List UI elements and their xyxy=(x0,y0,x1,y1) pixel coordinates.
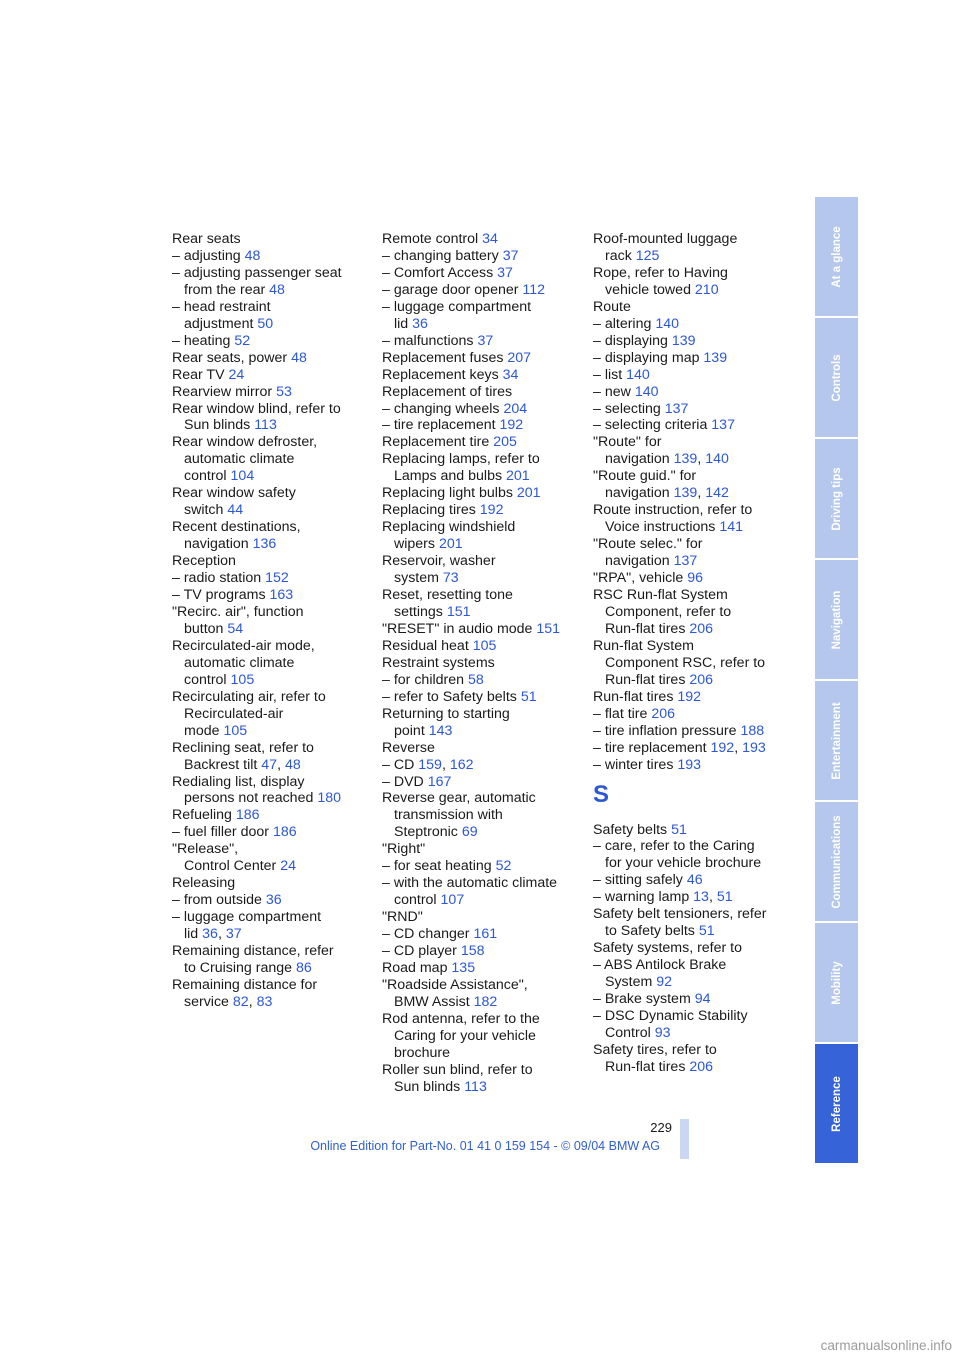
page-reference-link[interactable]: 112 xyxy=(522,281,546,298)
index-entry: Rearview mirror 53 xyxy=(172,383,292,400)
page-reference-link[interactable]: 140 xyxy=(626,366,650,383)
page-reference-link[interactable]: 24 xyxy=(228,366,245,383)
page-reference-link[interactable]: 92 xyxy=(656,974,673,991)
index-entry: – radio station 152 xyxy=(172,570,289,587)
index-entry: Replacement keys 34 xyxy=(382,366,519,383)
index-entry: Remote control 34 xyxy=(382,231,498,247)
page-reference-link[interactable]: 136 xyxy=(252,536,277,553)
page-reference-link[interactable]: 182 xyxy=(473,993,498,1010)
page-reference-link[interactable]: 36 xyxy=(412,315,428,332)
page-reference-link[interactable]: 37 xyxy=(497,264,513,281)
page-reference-link[interactable]: 201 xyxy=(506,468,530,485)
page-reference-link[interactable]: 192 xyxy=(499,417,524,434)
tab-communications[interactable] xyxy=(815,802,858,921)
page-reference-link[interactable]: 140 xyxy=(655,315,679,332)
page-reference-link[interactable]: 161 xyxy=(473,926,498,943)
tab-controls[interactable] xyxy=(815,318,858,437)
page-reference-link[interactable]: 192 xyxy=(677,688,702,705)
page-reference-link[interactable]: 69 xyxy=(461,824,478,841)
page-reference-link[interactable]: 104 xyxy=(230,468,255,485)
index-entry: Remaining distance for service 82, 83 xyxy=(172,976,318,1010)
page-reference-link[interactable]: 139 xyxy=(673,485,698,502)
index-entry: Recirculated-air mode, automatic climate control 105 xyxy=(172,637,315,688)
index-entry: Replacing lamps, refer to Lamps and bulbs 201 xyxy=(382,451,540,485)
page-reference-link[interactable]: 52 xyxy=(234,332,251,349)
page-reference-link[interactable]: 51 xyxy=(520,688,537,705)
page-reference-link[interactable]: 107 xyxy=(440,892,465,909)
page-reference-link[interactable]: 54 xyxy=(227,620,244,637)
index-entry: – garage door opener 112 xyxy=(382,281,546,298)
page-reference-link[interactable]: 105 xyxy=(223,722,248,739)
page-reference-link[interactable]: 24 xyxy=(280,858,296,875)
page-reference-link[interactable]: 163 xyxy=(269,587,294,604)
page-reference-link[interactable]: 186 xyxy=(235,807,260,824)
page-number: 229 xyxy=(650,1120,672,1135)
page-reference-link[interactable]: 206 xyxy=(651,705,676,722)
page-reference-link[interactable]: 47 xyxy=(261,756,278,773)
index-entry: – TV programs 163 xyxy=(172,587,294,604)
index-entry: – warning lamp 13, 51 xyxy=(593,889,733,906)
index-entry: – new 140 xyxy=(593,383,659,400)
page-reference-link[interactable]: 34 xyxy=(502,366,519,383)
page-reference-link[interactable]: 52 xyxy=(495,858,512,875)
page-reference-link[interactable]: 193 xyxy=(742,739,766,756)
index-entry: – tire replacement 192, 193 xyxy=(593,739,766,756)
index-entry: – selecting criteria 137 xyxy=(593,417,735,434)
tab-reference[interactable] xyxy=(815,1044,858,1163)
page-reference-link[interactable]: 140 xyxy=(634,383,659,400)
tab-label: Controls xyxy=(830,353,843,402)
index-entry: – adjusting 48 xyxy=(172,247,261,264)
index-entry: Reclining seat, refer to Backrest tilt 47, 48 xyxy=(172,739,314,773)
page-reference-link[interactable]: 167 xyxy=(427,773,452,790)
index-entry: Rear seats, power 48 xyxy=(172,349,307,366)
page-reference-link[interactable]: 93 xyxy=(654,1024,671,1041)
tab-navigation[interactable] xyxy=(815,560,858,679)
tab-label: At a glance xyxy=(830,225,843,288)
index-entry: Replacing light bulbs 201 xyxy=(382,485,541,502)
index-entry: Rear window defroster, automatic climate control 104 xyxy=(172,434,318,485)
index-entry: Reverse xyxy=(382,739,435,756)
index-entry: – changing battery 37 xyxy=(382,247,519,264)
index-entry: Rear seats xyxy=(172,231,241,247)
page-reference-link[interactable]: 159 xyxy=(418,756,442,773)
index-entry: Rear window blind, refer to Sun blinds 113 xyxy=(172,400,341,434)
page-marker xyxy=(680,1119,689,1159)
index-entry: Replacement fuses 207 xyxy=(382,349,532,366)
index-entry: Safety belt tensioners, refer to Safety belts 51 xyxy=(593,906,767,940)
page-reference-link[interactable]: 37 xyxy=(225,926,242,943)
page-reference-link[interactable]: 137 xyxy=(664,400,689,417)
page-reference-link[interactable]: 53 xyxy=(276,383,292,400)
page-reference-link[interactable]: 135 xyxy=(451,959,476,976)
page-reference-link[interactable]: 48 xyxy=(244,247,261,264)
page-reference-link[interactable]: 204 xyxy=(503,400,528,417)
index-entry: Run-flat tires 192 xyxy=(593,688,702,705)
page-reference-link[interactable]: 137 xyxy=(711,417,735,434)
index-entry: Reception xyxy=(172,553,236,570)
index-entry: Redialing list, display persons not reached 180 xyxy=(172,773,341,807)
index-entry: – DVD 167 xyxy=(382,773,452,790)
index-entry: "Route guid." for navigation 139, 142 xyxy=(593,468,729,502)
index-entry: Rear TV 24 xyxy=(172,366,245,383)
index-entry: Replacing windshield wipers 201 xyxy=(382,519,516,553)
page-reference-link[interactable]: 139 xyxy=(673,451,698,468)
page-reference-link[interactable]: 206 xyxy=(689,620,714,637)
page-reference-link[interactable]: 192 xyxy=(479,502,504,519)
index-entry: Roller sun blind, refer to Sun blinds 113 xyxy=(382,1061,533,1095)
index-entry: – CD changer 161 xyxy=(382,926,498,943)
page-reference-link[interactable]: 113 xyxy=(464,1078,487,1095)
index-entry: – altering 140 xyxy=(593,315,679,332)
page-reference-link[interactable]: 151 xyxy=(446,603,471,620)
index-entry: "Recirc. air", function button 54 xyxy=(172,603,304,637)
page-reference-link[interactable]: 180 xyxy=(317,790,341,807)
page-reference-link[interactable]: 162 xyxy=(449,756,474,773)
page-reference-link[interactable]: 105 xyxy=(230,671,255,688)
page-reference-link[interactable]: 86 xyxy=(296,959,312,976)
index-entry: – for seat heating 52 xyxy=(382,858,512,875)
page-reference-link[interactable]: 36 xyxy=(202,926,218,943)
page-reference-link[interactable]: 140 xyxy=(705,451,729,468)
page-reference-link[interactable]: 48 xyxy=(269,281,285,298)
index-entry: "Release", Control Center 24 xyxy=(172,841,296,875)
page-reference-link[interactable]: 125 xyxy=(635,247,660,264)
page-reference-link[interactable]: 113 xyxy=(254,417,277,434)
page-reference-link[interactable]: 206 xyxy=(689,1058,714,1075)
page-reference-link[interactable]: 94 xyxy=(694,991,711,1008)
page-reference-link[interactable]: 51 xyxy=(671,821,687,838)
index-entry: – heating 52 xyxy=(172,332,251,349)
tab-label: Navigation xyxy=(830,590,843,649)
page-reference-link[interactable]: 48 xyxy=(284,756,301,773)
index-entry: – list 140 xyxy=(593,366,650,383)
index-entry: – from outside 36 xyxy=(172,892,282,909)
footer-edition: Online Edition for Part-No. 01 41 0 159 154 - © 09/04 BMW AG xyxy=(310,1139,660,1153)
index-entry: – Brake system 94 xyxy=(593,991,711,1008)
index-entry: – with the automatic climate control 107 xyxy=(382,875,558,909)
page-reference-link[interactable]: 152 xyxy=(265,570,289,587)
index-entry: "Right" xyxy=(382,841,426,858)
index-entry: – care, refer to the Caring for your vehicle brochure xyxy=(593,838,762,872)
index-entry: – selecting 137 xyxy=(593,400,689,417)
page-reference-link[interactable]: 158 xyxy=(460,943,485,960)
index-entry: – winter tires 193 xyxy=(593,756,702,773)
page-reference-link[interactable]: 44 xyxy=(227,502,244,519)
page-reference-link[interactable]: 139 xyxy=(703,349,728,366)
index-entry: – adjusting passenger seat from the rear 48 xyxy=(172,264,342,298)
page-reference-link[interactable]: 36 xyxy=(265,892,282,909)
index-entry: Roof-mounted luggage rack 125 xyxy=(593,231,738,264)
index-entry: – luggage compartment lid 36, 37 xyxy=(172,909,322,943)
index-entry: – CD player 158 xyxy=(382,943,485,960)
index-column-1 xyxy=(172,231,372,1011)
index-entry: – tire replacement 192 xyxy=(382,417,524,434)
page-reference-link[interactable]: 205 xyxy=(493,434,517,451)
page-reference-link[interactable]: 192 xyxy=(710,739,735,756)
index-entry: "Route" for navigation 139, 140 xyxy=(593,434,729,468)
page-reference-link[interactable]: 206 xyxy=(689,671,714,688)
page-reference-link[interactable]: 73 xyxy=(442,570,459,587)
page-reference-link[interactable]: 151 xyxy=(536,620,561,637)
index-entry: RSC Run-flat System Component, refer to Run-flat tires 206 xyxy=(593,587,732,637)
index-entry: Replacement of tires xyxy=(382,383,513,400)
index-entry: Road map 135 xyxy=(382,959,476,976)
index-entry: Replacing tires 192 xyxy=(382,502,504,519)
index-entry: – flat tire 206 xyxy=(593,705,676,722)
page-reference-link[interactable]: 34 xyxy=(482,231,498,247)
index-letter-heading: S xyxy=(593,780,610,808)
index-entry: Route instruction, refer to Voice instructions 141 xyxy=(593,502,753,536)
page-reference-link[interactable]: 37 xyxy=(477,332,494,349)
index-entry: Rear window safety switch 44 xyxy=(172,485,296,519)
index-entry: – ABS Antilock Brake System 92 xyxy=(593,957,727,991)
index-entry: – luggage compartment lid 36 xyxy=(382,298,532,332)
index-column-2 xyxy=(382,231,582,1096)
index-entry: Safety tires, refer to Run-flat tires 206 xyxy=(593,1041,717,1075)
page-reference-link[interactable]: 186 xyxy=(272,824,297,841)
page-reference-link[interactable]: 58 xyxy=(467,671,484,688)
tab-mobility[interactable] xyxy=(815,923,858,1042)
page-reference-link[interactable]: 96 xyxy=(687,570,703,587)
watermark-link[interactable]: carmanualsonline.info xyxy=(820,1338,952,1353)
index-entry: Residual heat 105 xyxy=(382,637,497,654)
index-entry: Run-flat System Component RSC, refer to Run-flat tires 206 xyxy=(593,637,766,688)
index-entry: "Route selec." for navigation 137 xyxy=(593,536,703,570)
index-entry: Safety systems, refer to xyxy=(593,940,743,957)
page-reference-link[interactable]: 207 xyxy=(507,349,532,366)
index-entry: – sitting safely 46 xyxy=(593,872,703,889)
page-reference-link[interactable]: 139 xyxy=(671,332,696,349)
index-entry: Route xyxy=(593,298,631,315)
page-reference-link[interactable]: 142 xyxy=(705,485,729,502)
page-reference-link[interactable]: 193 xyxy=(677,756,702,773)
index-entry: – CD 159, 162 xyxy=(382,756,474,773)
index-entry: "RPA", vehicle 96 xyxy=(593,570,703,587)
tab-label: Entertainment xyxy=(830,701,843,780)
section-tabs xyxy=(815,197,858,1165)
page-reference-link[interactable]: 13 xyxy=(693,889,709,906)
page-reference-link[interactable]: 50 xyxy=(257,315,274,332)
index-entry: Reservoir, washer system 73 xyxy=(382,553,496,587)
index-entry: – for children 58 xyxy=(382,671,484,688)
index-entry: Recent destinations, navigation 136 xyxy=(172,519,301,553)
index-entry: – refer to Safety belts 51 xyxy=(382,688,537,705)
index-entry: Remaining distance, refer to Cruising range 86 xyxy=(172,943,334,976)
index-entry: – tire inflation pressure 188 xyxy=(593,722,765,739)
index-entry: Recirculating air, refer to Recirculated-air mode 105 xyxy=(172,688,326,739)
page-reference-link[interactable]: 82 xyxy=(232,993,249,1010)
index-entry: – displaying map 139 xyxy=(593,349,728,366)
page-reference-link[interactable]: 37 xyxy=(502,247,519,264)
tab-driving-tips[interactable] xyxy=(815,439,858,558)
page-reference-link[interactable]: 51 xyxy=(716,889,733,906)
page-reference-link[interactable]: 210 xyxy=(694,281,719,298)
index-entry: – fuel filler door 186 xyxy=(172,824,297,841)
page-reference-link[interactable]: 83 xyxy=(256,993,273,1010)
tab-entertainment[interactable] xyxy=(815,681,858,800)
tab-label: Reference xyxy=(830,1075,843,1132)
tab-label: Mobility xyxy=(830,960,843,1005)
index-column-3 xyxy=(593,231,793,1076)
page-reference-link[interactable]: 46 xyxy=(686,872,703,889)
index-entry: – changing wheels 204 xyxy=(382,400,528,417)
index-entry: Rope, refer to Having vehicle towed 210 xyxy=(593,264,728,298)
index-entry: Reset, resetting tone settings 151 xyxy=(382,587,513,620)
index-entry: "Roadside Assistance", BMW Assist 182 xyxy=(382,976,528,1010)
page-reference-link[interactable]: 201 xyxy=(516,485,541,502)
page-reference-link[interactable]: 51 xyxy=(698,923,715,940)
index-entry: – DSC Dynamic Stability Control 93 xyxy=(593,1007,748,1041)
index-entry: Replacement tire 205 xyxy=(382,434,517,451)
index-entry: – head restraint adjustment 50 xyxy=(172,298,274,332)
page-reference-link[interactable]: 48 xyxy=(291,349,307,366)
page-reference-link[interactable]: 137 xyxy=(673,553,698,570)
index-entry: Restraint systems xyxy=(382,654,495,671)
index-entry: Rod antenna, refer to the Caring for your vehicle brochure xyxy=(382,1010,540,1061)
index-entry: Releasing xyxy=(172,875,236,892)
tab-label: Driving tips xyxy=(830,466,843,531)
index-entry: "RESET" in audio mode 151 xyxy=(382,620,561,637)
index-entry: Returning to starting point 143 xyxy=(382,705,510,739)
page-reference-link[interactable]: 143 xyxy=(428,722,453,739)
index-entry: Refueling 186 xyxy=(172,807,260,824)
index-entry: Reverse gear, automatic transmission with Steptronic 69 xyxy=(382,790,536,841)
index-entry: Safety belts 51 xyxy=(593,821,687,838)
tab-label: Communications xyxy=(830,814,843,909)
page-reference-link[interactable]: 188 xyxy=(740,722,765,739)
page-reference-link[interactable]: 105 xyxy=(472,637,497,654)
index-entry: – displaying 139 xyxy=(593,332,696,349)
page-reference-link[interactable]: 201 xyxy=(438,536,463,553)
index-entry: "RND" xyxy=(382,909,423,926)
index-entry: – malfunctions 37 xyxy=(382,332,494,349)
page-reference-link[interactable]: 141 xyxy=(719,519,744,536)
tab-at-a-glance[interactable] xyxy=(815,197,858,316)
index-entry: – Comfort Access 37 xyxy=(382,264,513,281)
